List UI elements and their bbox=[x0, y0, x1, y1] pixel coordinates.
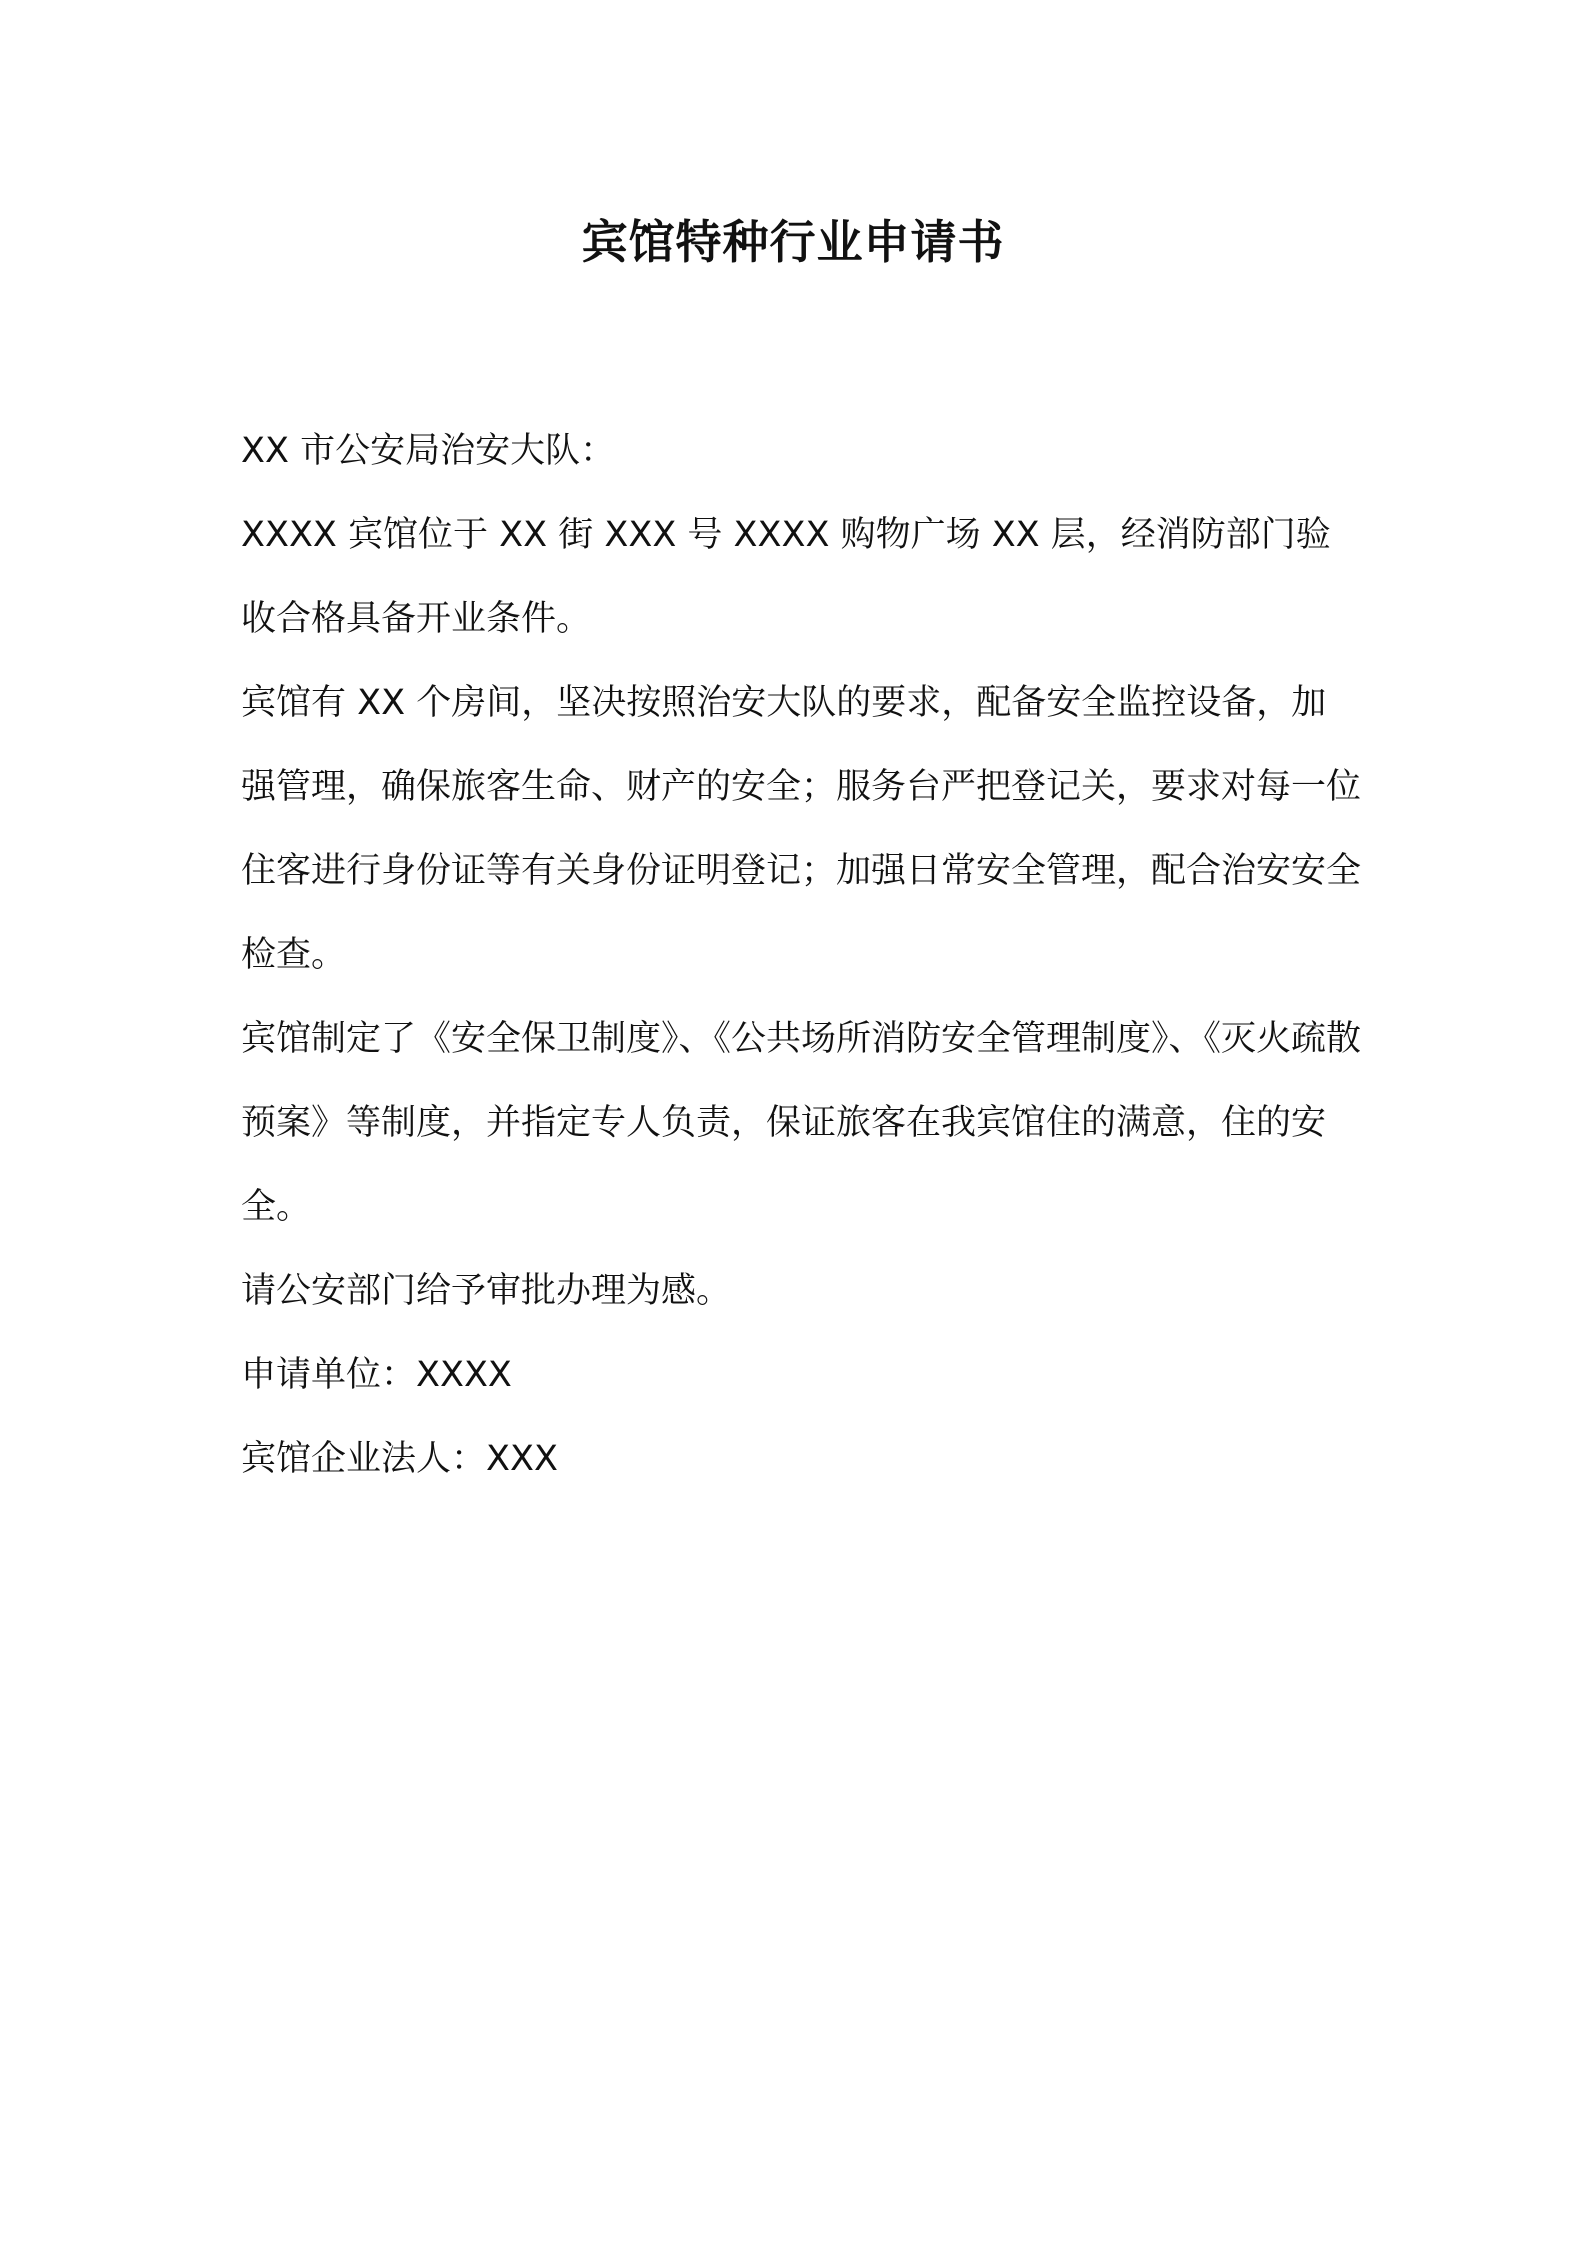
salutation: XX 市公安局治安大队： bbox=[241, 431, 616, 471]
legal-person-line: 宾馆企业法人：XXX bbox=[241, 1439, 558, 1479]
document-title: 宾馆特种行业申请书 bbox=[581, 215, 1005, 269]
paragraph-regulations: 宾馆制定了《安全保卫制度》、《公共场所消防安全管理制度》、《灭火疏散预案》等制度，并指定专人负责，保证旅客在我宾馆住的满意，住的安全。 bbox=[241, 1019, 1362, 1227]
paragraph-management: 宾馆有 XX 个房间，坚决按照治安大队的要求，配备安全监控设备，加强管理，确保旅客生命、财产的安全；服务台严把登记关，要求对每一位住客进行身份证等有关身份证明登记；加强日常安全管理，配合治安安全检查。 bbox=[241, 683, 1362, 975]
paragraph-request: 请公安部门给予审批办理为感。 bbox=[241, 1271, 732, 1311]
paragraph-location: XXXX 宾馆位于 XX 街 XXX 号 XXXX 购物广场 XX 层，经消防部门验收合格具备开业条件。 bbox=[241, 515, 1331, 639]
applicant-line: 申请单位：XXXX bbox=[241, 1355, 512, 1395]
document-body bbox=[241, 409, 1361, 1501]
